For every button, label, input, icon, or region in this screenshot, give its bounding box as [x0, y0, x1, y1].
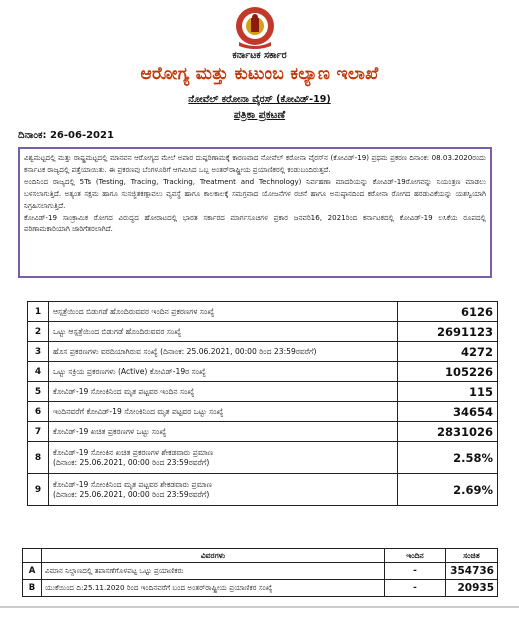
- row-number: 8: [28, 442, 49, 474]
- header-today: ಇಂದಿನ: [385, 549, 446, 563]
- government-name: ಕರ್ನಾಟಕ ಸರ್ಕಾರ: [232, 50, 287, 61]
- row-value: 354736: [446, 563, 498, 580]
- release-date: ದಿನಾಂಕ: 26-06-2021: [18, 130, 114, 141]
- traveller-screening-table: [22, 548, 498, 597]
- row-description-line2: (ದಿನಾಂಕ: 25.06.2021, 00:00 ರಿಂದ 23:59ರವರೆಗೆ): [53, 489, 210, 499]
- intro-paragraph-1: ವಿಶ್ವಮಟ್ಟದಲ್ಲಿ ಮತ್ತು ರಾಷ್ಟ್ರಮಟ್ಟದಲ್ಲಿ ಮಾನವನ ಆರೋಗ್ಯದ ಮೇಲೆ ಅಪಾರ ದುಷ್ಪರಿಣಾಮಕ್ಕೆ ಕಾರಣವಾದ ನೋವೆಲ್ ಕರೋನಾ ವೈರಸ್‌ನ (ಕೋವಿಡ್-19) ಪ್ರಥಮ ಪ್ರಕರಣ ದಿನಾಂಕ: 08.03.2020ರಂದು ಕರ್ನಾಟಕ ರಾಜ್ಯದಲ್ಲಿ ಪತ್ತೆಯಾಯಿತು. ಈ ಪ್ರಕರಣವು ಬೆಂಗಳೂರಿಗೆ ಆಗಮಿಸಿದ ಒಬ್ಬ ಅಂತರ್‌ರಾಷ್ಟ್ರೀಯ ಪ್ರಯಾಣಿಕರಲ್ಲಿ ಕಂಡುಬಂದಿರುತ್ತದೆ.: [24, 153, 486, 174]
- travel-row: [23, 580, 498, 597]
- row-value: 34654: [398, 402, 498, 422]
- stats-row: [28, 302, 498, 322]
- intro-paragraph-box: [18, 147, 492, 278]
- row-today: -: [385, 580, 446, 597]
- travel-row: [23, 563, 498, 580]
- row-number: 9: [28, 474, 49, 506]
- row-today: -: [385, 563, 446, 580]
- row-number: 5: [28, 382, 49, 402]
- stats-row: [28, 342, 498, 362]
- header-count: ಸಂಚಿತ: [446, 549, 498, 563]
- row-value: 115: [398, 382, 498, 402]
- department-title: ಆರೋಗ್ಯ ಮತ್ತು ಕುಟುಂಬ ಕಲ್ಯಾಣ ಇಲಾಖೆ: [140, 64, 379, 84]
- row-description: ಆಸ್ಪತ್ರೆಯಿಂದ ಬಿಡುಗಡೆ ಹೊಂದಿರುವವರ ಇಂದಿನ ಪ್ರಕರಣಗಳ ಸಂಖ್ಯೆ: [49, 302, 398, 322]
- covid-stats-table: [27, 301, 498, 506]
- subject-line: ನೋವೆಲ್ ಕರೋನಾ ವೈರಸ್ (ಕೋವಿಡ್-19): [188, 94, 331, 105]
- row-description: ಕೋವಿಡ್-19 ಸೋಂಕಿನಿಂದ ಮೃತ ಪಟ್ಟವರ ಇಂದಿನ ಸಂಖ್ಯೆ: [49, 382, 398, 402]
- row-description: ಹೊಸ ಪ್ರಕರಣಗಳು ವರದಿಯಾಗಿರುವ ಸಂಖ್ಯೆ (ದಿನಾಂಕ: 25.06.2021, 00:00 ರಿಂದ 23:59ರವರೆಗೆ): [49, 342, 398, 362]
- stats-row: [28, 442, 498, 474]
- row-description: ಕೋವಿಡ್-19 ಖಚಿತ ಪ್ರಕರಣಗಳ ಒಟ್ಟು ಸಂಖ್ಯೆ: [49, 422, 398, 442]
- stats-row: [28, 362, 498, 382]
- row-value: 4272: [398, 342, 498, 362]
- row-description: ಒಟ್ಟು ಸಕ್ರಿಯ ಪ್ರಕರಣಗಳು (Active) ಕೋವಿಡ್-19ರ ಸಂಖ್ಯೆ: [49, 362, 398, 382]
- intro-paragraph-3: ಕೋವಿಡ್-19 ಸಾಂಕ್ರಾಮಿಕ ರೋಗದ ವಿರುದ್ಧದ ಹೋರಾಟದಲ್ಲಿ ಭಾರತ ಸರ್ಕಾರದ ಮಾರ್ಗಸೂಚಿಗಳ ಪ್ರಕಾರ ಜನವರಿ16, 2021ರಿಂದ ಕರ್ನಾಟಕದಲ್ಲಿ ಕೋವಿಡ್-19 ಲಸಿಕೆಯ ರೂಪದಲ್ಲಿ ಪರಿಣಾಮಕಾರಿಯಾಗಿ ಜಾರಿಗೆತರಲಾಗಿದೆ.: [24, 212, 486, 234]
- row-value: 105226: [398, 362, 498, 382]
- row-value: 2831026: [398, 422, 498, 442]
- stats-row: [28, 322, 498, 342]
- row-description-line2: (ದಿನಾಂಕ: 25.06.2021, 00:00 ರಿಂದ 23:59ರವರೆಗೆ): [53, 457, 210, 467]
- row-description: [49, 442, 398, 474]
- row-number: 3: [28, 342, 49, 362]
- row-description-line1: ಕೋವಿಡ್-19 ಸೋಂಕಿನ ಖಚಿತ ಪ್ರಕರಣಗಳ ಶೇಕಡವಾರು ಪ್ರಮಾಣ: [53, 447, 214, 457]
- row-number: 2: [28, 322, 49, 342]
- row-value: 20935: [446, 580, 498, 597]
- stats-row: [28, 382, 498, 402]
- press-release-label: ಪತ್ರಿಕಾ ಪ್ರಕಟಣೆ: [233, 109, 286, 121]
- row-value: 2.58%: [398, 442, 498, 474]
- row-id: B: [23, 580, 42, 597]
- row-number: 6: [28, 402, 49, 422]
- row-number: 4: [28, 362, 49, 382]
- row-number: 7: [28, 422, 49, 442]
- table-header-row: [23, 549, 498, 563]
- row-value: 2.69%: [398, 474, 498, 506]
- row-number: 1: [28, 302, 49, 322]
- stats-row: [28, 402, 498, 422]
- header-details: ವಿವರಗಳು: [42, 549, 385, 563]
- header-blank: [23, 549, 42, 563]
- row-description: ಒಟ್ಟು ಆಸ್ಪತ್ರೆಯಿಂದ ಬಿಡುಗಡೆ ಹೊಂದಿರುವವರ ಸಂಖ್ಯೆ: [49, 322, 398, 342]
- row-description: ಇಂದಿನವರೆಗೆ ಕೋವಿಡ್-19 ಸೋಂಕಿನಿಂದ ಮೃತ ಪಟ್ಟವರ ಒಟ್ಟು ಸಂಖ್ಯೆ: [49, 402, 398, 422]
- row-description: ಯುಕೆಯಿಂದ ದಿ:25.11.2020 ರಿಂದ ಇಂದಿನವರೆಗೆ ಬಂದ ಅಂತರ್‌ರಾಷ್ಟ್ರೀಯ ಪ್ರಯಾಣಿಕರ ಸಂಖ್ಯೆ: [42, 580, 385, 597]
- row-description-line1: ಕೋವಿಡ್-19 ಸೋಂಕಿನಿಂದ ಮೃತ ಪಟ್ಟವರ ಶೇಕಡವಾರು ಪ್ರಮಾಣ: [53, 479, 212, 489]
- government-emblem-logo: [229, 6, 281, 50]
- row-value: 6126: [398, 302, 498, 322]
- row-id: A: [23, 563, 42, 580]
- intro-paragraph-2: ಅಂದಿನಿಂದ ರಾಜ್ಯದಲ್ಲಿ 5Ts (Testing, Tracing, Tracking, Treatment and Technology) ನಿರ್ವಹಣಾ ಮಾದರಿಯನ್ನು ಕೋವಿಡ್-19ರೋಗವನ್ನು ನಿಯಂತ್ರಣ ಮಾಡಲು ಬಳಸಲಾಗುತ್ತಿದೆ. ಅತ್ಯಂತ ಸಕ್ಷಮ ಹಾಗೂ ಸುಸಜ್ಜಿತಕಣ್ಗಾವಲು ವ್ಯವಸ್ಥೆ ಹಾಗೂ ಕಾಲಕಾಲಕ್ಕೆ ಸಮಗ್ರವಾದ ಯೋಜನೆಗಳ ರಚನೆ ಹಾಗೂ ಅನುಷ್ಠಾನದಿಂದ ಕರೋನಾ ರೋಗದ ಹರಡುವಿಕೆಯನ್ನು ಯಶಸ್ವಿಯಾಗಿ ನಿಗ್ರಹಿಸಲಾಗುತ್ತಿದೆ.: [24, 176, 486, 210]
- stats-row: [28, 422, 498, 442]
- row-description: ವಿಮಾನ ನಿಲ್ದಾಣದಲ್ಲಿ ತಪಾಸಣೆಗೊಳಪಟ್ಟ ಒಟ್ಟು ಪ್ರಯಾಣಿಕರು: [42, 563, 385, 580]
- row-value: 2691123: [398, 322, 498, 342]
- page-bottom-divider: [0, 606, 519, 608]
- row-description: [49, 474, 398, 506]
- stats-row: [28, 474, 498, 506]
